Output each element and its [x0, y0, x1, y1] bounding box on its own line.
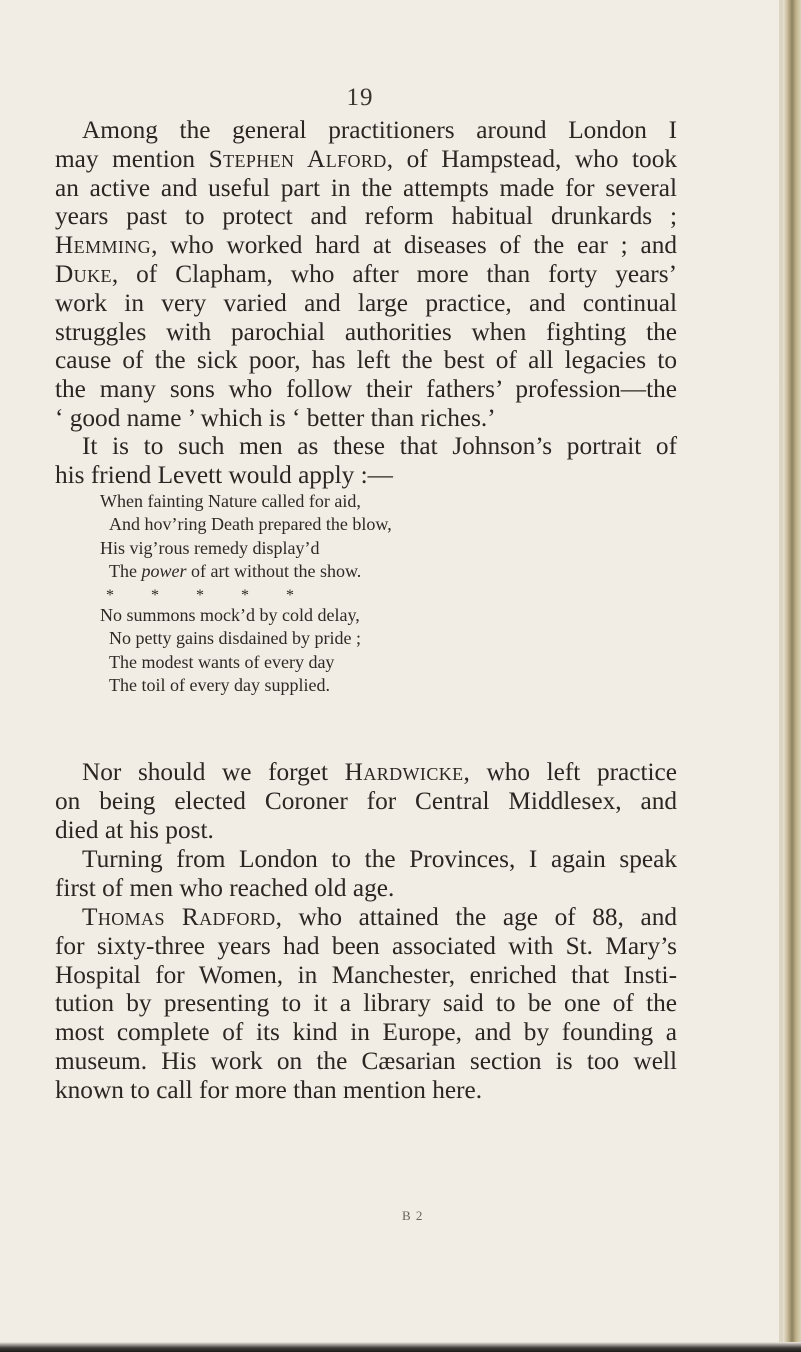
poem-line: The toil of every day supplied. — [109, 675, 330, 696]
person-name: Hemming — [55, 231, 152, 260]
paragraph-radford — [55, 903, 677, 1105]
text-line: cause of the sick poor, has left the best of all legacies to — [55, 346, 677, 375]
poem-line: The modest wants of every day — [109, 651, 335, 672]
poem-line: The power of art without the show. — [109, 560, 362, 581]
paragraph-general-practitioners — [55, 116, 677, 433]
text-line: tution by presenting to it a library said to be one of the — [55, 989, 677, 1018]
person-name: Thomas Radford — [82, 903, 276, 931]
text-line: ‘ good name ’ which is ‘ better than riches.’ — [55, 403, 496, 432]
text-line: known to call for more than mention here. — [55, 1075, 483, 1104]
person-name: Duke — [55, 259, 112, 288]
poem-line: No petty gains disdained by pride ; — [109, 628, 361, 649]
poem-line: No summons mock’d by cold delay, — [100, 605, 360, 626]
poem-line: His vig’rous remedy display’d — [100, 537, 320, 558]
page-number: 19 — [346, 84, 374, 111]
text-line: Duke, of Clapham, who after more than forty years’ — [55, 259, 677, 288]
text-line: Among the general practitioners around London I — [82, 116, 677, 144]
text-line: for sixty-three years had been associated with St. Mary’s — [55, 931, 677, 960]
book-edge — [783, 0, 801, 1352]
text-line: museum. His work on the Cæsarian section is too well — [55, 1046, 677, 1075]
text-line: It is to such men as these that Johnson’s portrait of — [82, 432, 677, 460]
text-line: Thomas Radford, who attained the age of 88, and — [82, 903, 677, 931]
text-line: the many sons who follow their fathers’ profession—the — [55, 375, 677, 404]
text-line: Nor should we forget Hardwicke, who left practice — [82, 758, 677, 786]
text-line: Turning from London to the Provinces, I again speak — [82, 845, 677, 873]
text-line: his friend Levett would apply :— — [55, 460, 393, 489]
paragraph-hardwicke — [55, 758, 677, 844]
text-line: years past to protect and reform habitual drunkards ; — [55, 202, 677, 231]
text-line: most complete of its kind in Europe, and by founding a — [55, 1018, 677, 1047]
person-name: Hardwicke — [344, 758, 464, 786]
text-line: work in very varied and large practice, and continual — [55, 288, 677, 317]
ellipsis-stars: * * * * * — [106, 587, 294, 605]
text-line: first of men who reached old age. — [55, 873, 395, 902]
bottom-shadow — [0, 1342, 801, 1352]
poem-line: When fainting Nature called for aid, — [100, 491, 361, 511]
paragraph-provinces — [55, 845, 677, 903]
person-name: Stephen Alford — [208, 144, 387, 173]
emphasis-word: power — [141, 560, 187, 581]
text-line: may mention Stephen Alford, of Hampstead, who took — [55, 144, 677, 173]
poem-quotation — [100, 490, 560, 697]
poem-line: And hov’ring Death prepared the blow, — [109, 514, 392, 535]
text-line: died at his post. — [55, 815, 214, 844]
text-line: Hospital for Women, in Manchester, enriched that Insti- — [55, 960, 677, 989]
text-line: an active and useful part in the attempts made for several — [55, 173, 677, 202]
text-line: struggles with parochial authorities when fighting the — [55, 317, 677, 346]
paragraph-johnson-levett — [55, 432, 677, 490]
text-line: Hemming, who worked hard at diseases of the ear ; and — [55, 231, 677, 260]
signature-mark: B 2 — [402, 1208, 424, 1223]
text-line: on being elected Coroner for Central Middlesex, and — [55, 786, 677, 815]
